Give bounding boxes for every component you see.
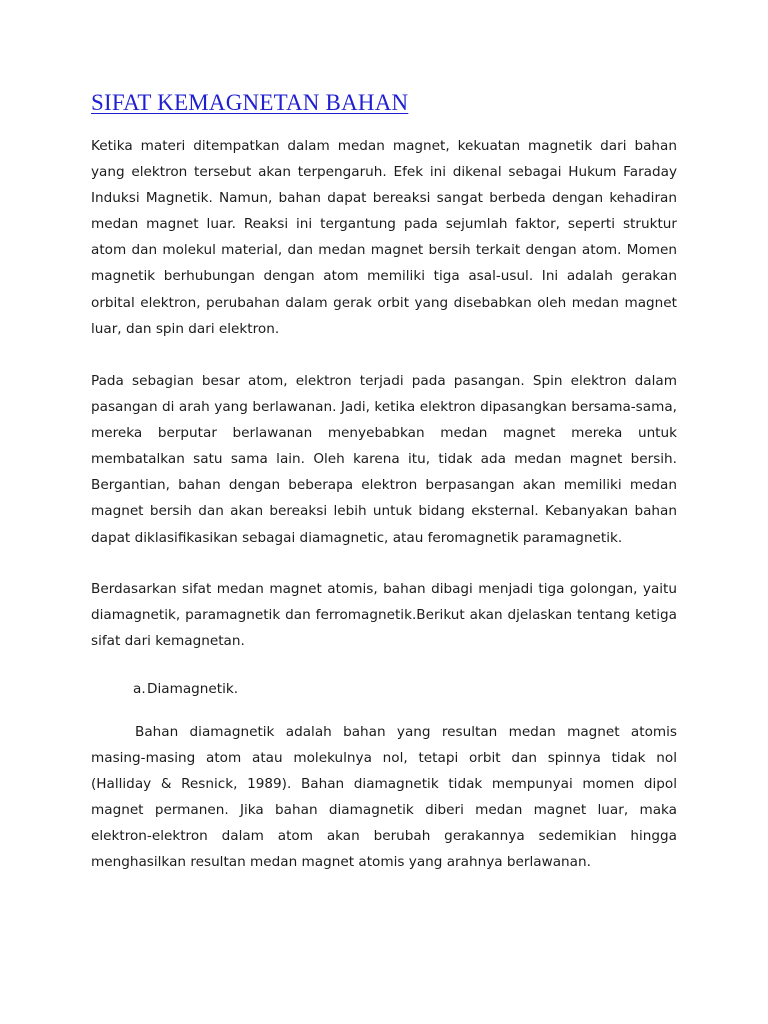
- list-item-label: Diamagnetik.: [147, 681, 239, 697]
- list-marker: a.: [133, 681, 146, 697]
- paragraph-intro: Ketika materi ditempatkan dalam medan magnet, kekuatan magnetik dari bahan yang elektron tersebut akan terpengaruh. Efek ini dikenal sebagai Hukum Faraday Induksi Magnetik. Namun, bahan dapat bereaksi sangat berbeda dengan kehadiran medan magnet luar. Reaksi ini tergantung pada sejumlah faktor, seperti struktur atom dan molekul material, dan medan magnet bersih terkait dengan atom. Momen magnetik berhubungan dengan atom memiliki tiga asal-usul. Ini adalah gerakan orbital elektron, perubahan dalam gerak orbit yang disebabkan oleh medan magnet luar, dan spin dari elektron.: [91, 138, 677, 337]
- list-item-diamagnetik: [133, 676, 238, 702]
- document-title: SIFAT KEMAGNETAN BAHAN: [91, 90, 409, 115]
- paragraph-classification: Berdasarkan sifat medan magnet atomis, bahan dibagi menjadi tiga golongan, yaitu diamagnetik, paramagnetik dan ferromagnetik.Berikut akan djelaskan tentang ketiga sifat dari kemagnetan.: [91, 581, 677, 650]
- paragraph-electron-pairs: Pada sebagian besar atom, elektron terjadi pada pasangan. Spin elektron dalam pasangan di arah yang berlawanan. Jadi, ketika elektron dipasangkan bersama-sama, mereka berputar berlawanan menyebabkan medan magnet mereka untuk membatalkan satu sama lain. Oleh karena itu, tidak ada medan magnet bersih. Bergantian, bahan dengan beberapa elektron berpasangan akan memiliki medan magnet bersih dan akan bereaksi lebih untuk bidang eksternal. Kebanyakan bahan dapat diklasifikasikan sebagai diamagnetic, atau feromagnetik paramagnetik.: [91, 373, 677, 546]
- paragraph-diamagnetik: Bahan diamagnetik adalah bahan yang resultan medan magnet atomis masing-masing atom atau molekulnya nol, tetapi orbit dan spinnya tidak nol (Halliday & Resnick, 1989). Bahan diamagnetik tidak mempunyai momen dipol magnet permanen. Jika bahan diamagnetik diberi medan magnet luar, maka elektron-elektron dalam atom akan berubah gerakannya sedemikian hingga menghasilkan resultan medan magnet atomis yang arahnya berlawanan.: [91, 724, 677, 871]
